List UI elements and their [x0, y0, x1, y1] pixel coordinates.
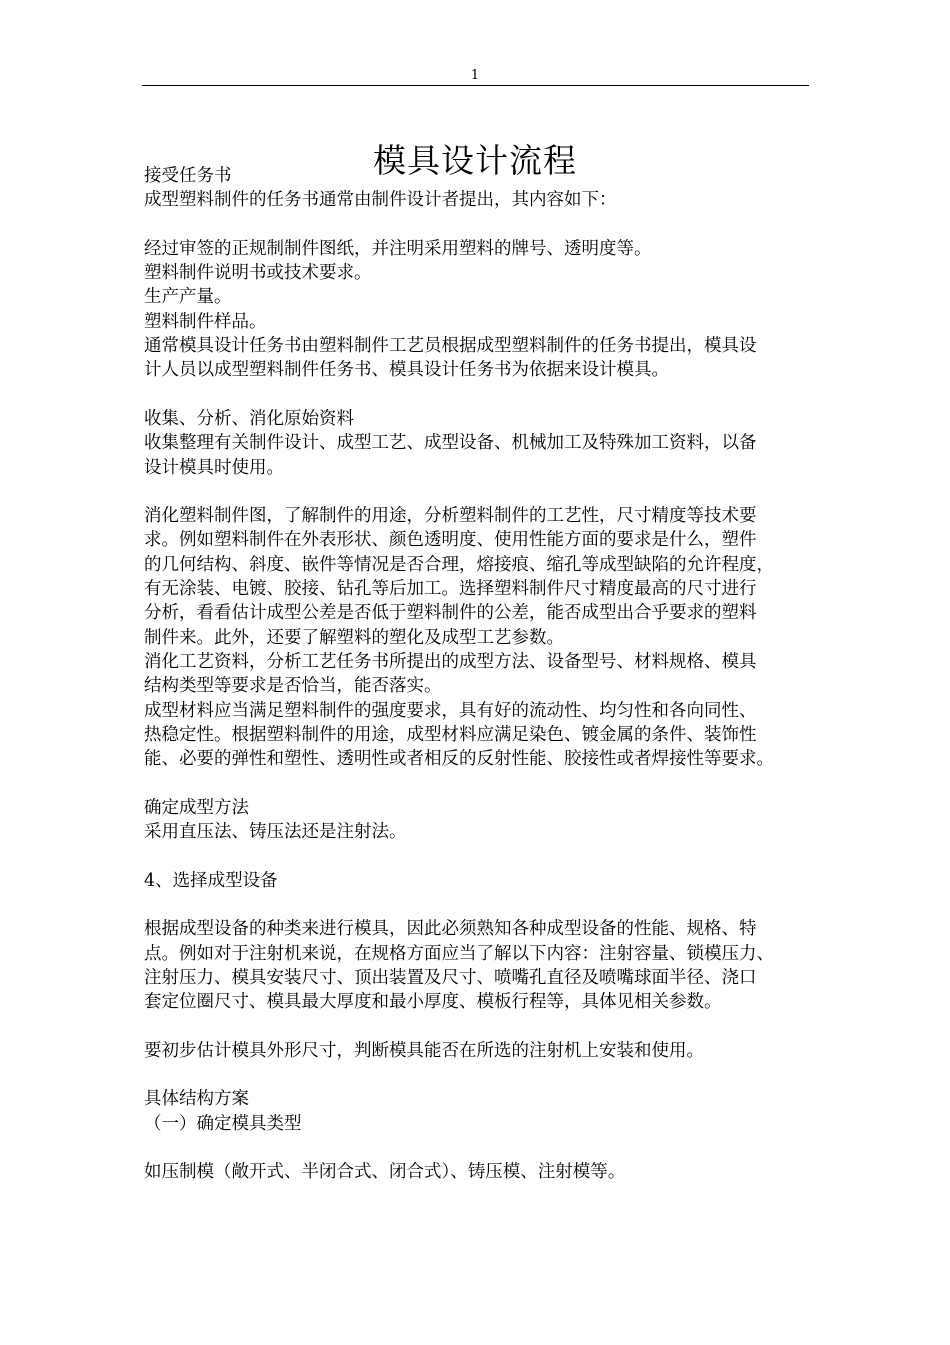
text-line: 点。例如对于注射机来说，在规格方面应当了解以下内容：注射容量、锁模压力、 [144, 943, 774, 964]
text-line: 根据成型设备的种类来进行模具，因此必须熟知各种成型设备的性能、规格、特 [144, 919, 757, 940]
blank-line [144, 1063, 810, 1087]
text-line: 消化工艺资料，分析工艺任务书所提出的成型方法、设备型号、材料规格、模具 [144, 651, 757, 672]
text-line: 注射压力、模具安装尺寸、顶出装置及尺寸、喷嘴孔直径及喷嘴球面半径、浇口 [144, 967, 757, 988]
text-line: 套定位圈尺寸、模具最大厚度和最小厚度、模板行程等，具体见相关参数。 [144, 992, 722, 1013]
text-line: 成型材料应当满足塑料制件的强度要求，具有好的流动性、均匀性和各向同性、 [144, 700, 757, 721]
text-line: 收集、分析、消化原始资料 [144, 408, 354, 429]
text-line: 分析，看看估计成型公差是否低于塑料制件的公差，能否成型出合乎要求的塑料 [144, 603, 757, 624]
text-line: 塑料制件说明书或技术要求。 [144, 263, 372, 284]
text-line: 求。例如塑料制件在外表形状、颜色透明度、使用性能方面的要求是什么，塑件 [144, 530, 757, 551]
text-line: 能、必要的弹性和塑性、透明性或者相反的反射性能、胶接性或者焊接性等要求。 [144, 749, 774, 770]
text-line: 计人员以成型塑料制件任务书、模具设计任务书为依据来设计模具。 [144, 360, 669, 381]
text-line: 结构类型等要求是否恰当，能否落实。 [144, 676, 442, 697]
blank-line [144, 383, 810, 407]
blank-line [144, 213, 810, 237]
text-line: 具体结构方案 [144, 1089, 249, 1110]
text-line: 确定成型方法 [144, 797, 249, 818]
text-line: 制件来。此外，还要了解塑料的塑化及成型工艺参数。 [144, 627, 564, 648]
page-title: 模具设计流程 [373, 141, 577, 181]
text-line: 塑料制件样品。 [144, 311, 267, 332]
text-line: 接受任务书 [144, 166, 232, 186]
text-line: 的几何结构、斜度、嵌件等情况是否合理，熔接痕、缩孔等成型缺陷的允许程度， [144, 554, 774, 575]
text-line: 设计模具时使用。 [144, 457, 284, 478]
text-line: 通常模具设计任务书由塑料制件工艺员根据成型塑料制件的任务书提出，模具设 [144, 336, 757, 357]
blank-line [144, 771, 810, 795]
text-line: 成型塑料制件的任务书通常由制件设计者提出，其内容如下： [144, 190, 617, 211]
document-body [144, 164, 810, 1184]
blank-line [144, 1136, 810, 1160]
text-line: 有无涂装、电镀、胶接、钻孔等后加工。选择塑料制件尺寸精度最高的尺寸进行 [144, 579, 757, 600]
text-line: 经过审签的正规制制件图纸，并注明采用塑料的牌号、透明度等。 [144, 238, 652, 259]
text-line: 4、选择成型设备 [144, 870, 278, 891]
text-line: 要初步估计模具外形尺寸，判断模具能否在所选的注射机上安装和使用。 [144, 1040, 704, 1061]
text-line: （一）确定模具类型 [144, 1113, 302, 1134]
text-line: 收集整理有关制件设计、成型工艺、成型设备、机械加工及特殊加工资料，以备 [144, 433, 757, 454]
text-line: 采用直压法、铸压法还是注射法。 [144, 822, 407, 843]
text-line: 如压制模（敞开式、半闭合式、闭合式）、铸压模、注射模等。 [144, 1162, 626, 1183]
text-line: 消化塑料制件图，了解制件的用途，分析塑料制件的工艺性，尺寸精度等技术要 [144, 506, 757, 527]
header-divider [142, 85, 809, 86]
text-line: 热稳定性。根据塑料制件的用途，成型材料应满足染色、镀金属的条件、装饰性 [144, 724, 757, 745]
page-number: 1 [470, 68, 480, 83]
blank-line [144, 1014, 810, 1038]
blank-line [144, 844, 810, 868]
blank-line [144, 893, 810, 917]
blank-line [144, 480, 810, 504]
text-line: 生产产量。 [144, 287, 232, 308]
